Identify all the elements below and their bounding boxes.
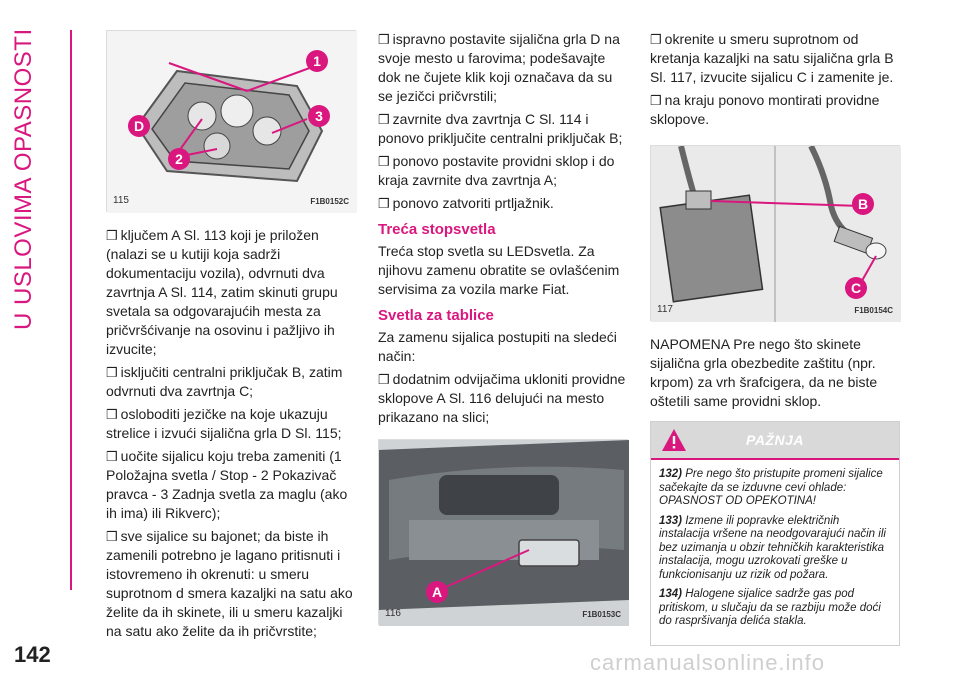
- callout-3-label: 3: [315, 108, 323, 124]
- column-1: [106, 30, 356, 645]
- callout-2-label: 2: [175, 151, 183, 167]
- warning-box: [650, 421, 900, 646]
- page-number: 142: [14, 642, 51, 667]
- step-paragraph: ❒ ponovo postavite providni sklop i do kraja zavrnite dva zavrtnja A;: [378, 152, 628, 190]
- figure-116: [378, 439, 628, 625]
- warning-item-text: Izmene ili popravke električnih instalacija vršene na neodgovarajući način ili bez uzimanja u obzir tehničkih karakteristika instalacija, mogu uzrokovati greške u funkcionisanju uz rizik od požara.: [659, 514, 886, 581]
- warning-item-number: 133): [659, 514, 683, 527]
- step-paragraph: ❒ okrenite u smeru suprotnom od kretanja kazaljki na satu sijalična grla B Sl. 117, izvucite sijalicu C i zamenite je.: [650, 30, 900, 87]
- callout-a-label: A: [431, 584, 443, 600]
- figure-117: [650, 145, 900, 321]
- step-paragraph: ❒ ključem A Sl. 113 koji je priložen (nalazi se u kutiji koja sadrži dokumentaciju vozila), odvrnuti dva zavrtnja A Sl. 114, zatim skinuti grupu svetala sa odgovarajućih mesta za pričvršćivanje na osovinu i pažljivo ih izvucite;: [106, 226, 356, 359]
- warning-icon: [661, 428, 687, 452]
- figure-number: 116: [385, 608, 401, 619]
- warning-item: [659, 588, 891, 629]
- figure-number: 115: [113, 195, 129, 206]
- plate-intro: Za zamenu sijalica postupiti na sledeći način:: [378, 329, 617, 364]
- warning-item-number: 134): [659, 588, 683, 600]
- heading-plate-lights: Svetla za tablice: [378, 307, 494, 324]
- warning-body: [651, 458, 899, 645]
- warning-item-text: Halogene sijalice sadrže gas pod pritiskom, u slučaju da se razbiju može doći do raspršivanja delića stakla.: [659, 588, 881, 627]
- figure-code: F1B0152C: [310, 197, 349, 206]
- car-rear-illustration: [379, 440, 629, 626]
- section-rule: [70, 30, 72, 590]
- step-paragraph: ❒ zavrnite dva zavrtnja C Sl. 114 i ponovo priključite centralni priključak B;: [378, 110, 628, 148]
- step-paragraph: ❒ uočite sijalicu koju treba zameniti (1 Položajna svetla / Stop - 2 Pokazivač pravca - 3 Zadnja svetla za maglu (ako ih ima) ili Rikverc);: [106, 447, 356, 523]
- step-paragraph: ❒ sve sijalice su bajonet; da biste ih zamenili potrebno je lagano pritisnuti i istovremeno ih okrenuti: u smeru suprotnom d smera kazaljki na satu ako želite da ih skinete, ili u smeru kazaljki na satu ako želite da ih pričvrstite;: [106, 527, 356, 641]
- warning-header: [651, 422, 899, 458]
- figure-number: 117: [657, 304, 673, 315]
- step-paragraph: ❒ osloboditi jezičke na koje ukazuju strelice i izvući sijalična grla D Sl. 115;: [106, 405, 356, 443]
- third-stop-text: Treća stop svetla su LEDsvetla. Za njihovu zamenu obratite se ovlašćenim servisima za vozila marke Fiat.: [378, 243, 620, 297]
- step-paragraph: ❒ dodatnim odvijačima ukloniti providne sklopove A Sl. 116 delujući na mesto prikazano na slici;: [378, 370, 628, 427]
- note-text: NAPOMENA Pre nego što skinete sijalična grla obezbedite zaštitu (npr. krpom) za vrh šrafcigera, da ne biste oštetili same providni sklop.: [650, 336, 878, 409]
- warning-item-number: 132): [659, 468, 683, 480]
- step-paragraph: ❒ na kraju ponovo montirati providne sklopove.: [650, 91, 900, 129]
- heading-third-stop: Treća stopsvetla: [378, 221, 496, 238]
- figure-115: [106, 30, 356, 212]
- warning-item: [659, 515, 891, 583]
- step-paragraph: ❒ ponovo zatvoriti prtljažnik.: [378, 194, 628, 213]
- bulb-holder-illustration: [651, 146, 901, 322]
- column-2: [378, 30, 628, 625]
- callout-1-label: 1: [313, 53, 321, 69]
- section-title: U USLOVIMA OPASNOSTI: [10, 28, 37, 330]
- warning-item-text: Pre nego što pristupite promeni sijalice sačekajte da se izduvne cevi ohlade: OPASNOST OD OPEKOTINA!: [659, 468, 883, 507]
- warning-item: [659, 468, 891, 509]
- step-paragraph: ❒ isključiti centralni priključak B, zatim odvrnuti dva zavrtnja C;: [106, 363, 356, 401]
- lamp-assembly-illustration: [107, 31, 357, 213]
- watermark: carmanualsonline.info: [590, 650, 826, 675]
- warning-title: PAŽNJA: [746, 432, 804, 448]
- callout-b-label: B: [857, 196, 869, 212]
- figure-code: F1B0153C: [582, 610, 621, 619]
- column-3: [650, 30, 900, 646]
- callout-c-label: C: [850, 280, 862, 296]
- step-paragraph: ❒ ispravno postavite sijalična grla D na svoje mesto u farovima; podešavajte dok ne čujete klik koji označava da su se jezičci pričvrstili;: [378, 30, 628, 106]
- figure-code: F1B0154C: [854, 306, 893, 315]
- callout-d-label: D: [133, 118, 145, 134]
